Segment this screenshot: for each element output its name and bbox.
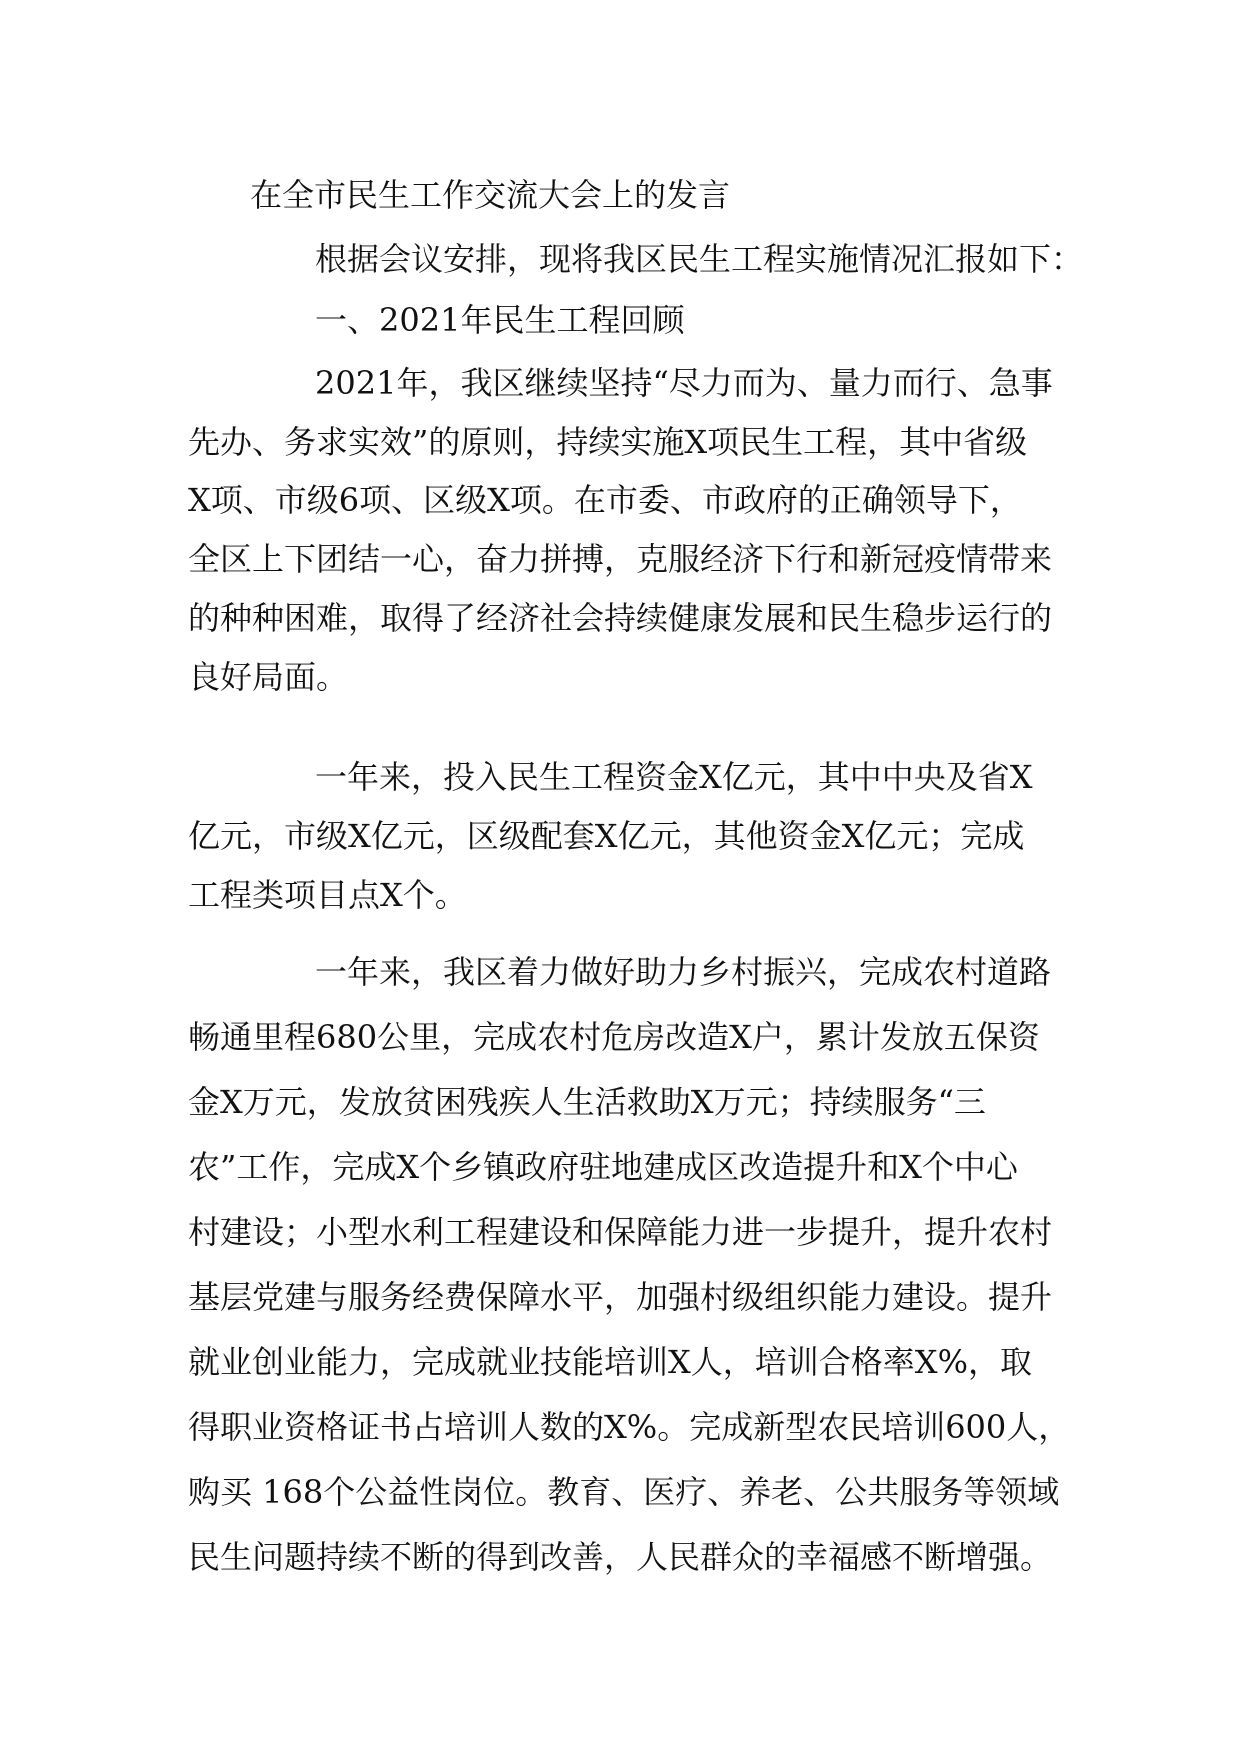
section-heading: 一、2021年民生工程回顾 [315,301,685,339]
paragraph-1-line-5: 的种种困难，取得了经济社会持续健康发展和民生稳步运行的 [188,599,1053,637]
paragraph-3-line-3: 金X万元，发放贫困残疾人生活救助X万元；持续服务“三 [188,1083,986,1121]
paragraph-1-line-6: 良好局面。 [188,658,349,696]
paragraph-1-line-3: X项、市级6项、区级X项。在市委、市政府的正确领导下， [188,481,1022,519]
paragraph-2-line-1: 一年来，投入民生工程资金X亿元，其中中央及省X [315,758,1033,796]
paragraph-3-line-7: 就业创业能力，完成就业技能培训X人，培训合格率X%，取 [188,1343,1032,1381]
paragraph-3-line-2: 畅通里程680公里，完成农村危房改造X户，累计发放五保资 [188,1018,1040,1056]
paragraph-3-line-6: 基层党建与服务经费保障水平，加强村级组织能力建设。提升 [188,1278,1053,1316]
intro-line: 根据会议安排，现将我区民生工程实施情况汇报如下： [315,240,1084,278]
paragraph-2-line-3: 工程类项目点X个。 [188,876,467,914]
paragraph-1-line-4: 全区上下团结一心，奋力拼搏，克服经济下行和新冠疫情带来 [188,540,1053,578]
paragraph-3-line-8: 得职业资格证书占培训人数的X%。完成新型农民培训600人， [188,1408,1071,1446]
document-title: 在全市民生工作交流大会上的发言 [250,176,731,214]
paragraph-3-line-10: 民生问题持续不断的得到改善，人民群众的幸福感不断增强。 [188,1538,1053,1576]
paragraph-3-line-1: 一年来，我区着力做好助力乡村振兴，完成农村道路 [315,953,1052,991]
paragraph-1-line-2: 先办、务求实效”的原则，持续实施X项民生工程，其中省级 [188,423,1028,461]
paragraph-1-line-1: 2021年，我区继续坚持“尽力而为、量力而行、急事 [315,364,1053,402]
paragraph-2-line-2: 亿元，市级X亿元，区级配套X亿元，其他资金X亿元；完成 [188,817,1025,855]
paragraph-3-line-4: 农”工作，完成X个乡镇政府驻地建成区改造提升和X个中心 [188,1148,1018,1186]
paragraph-3-line-9: 购买 168个公益性岗位。教育、医疗、养老、公共服务等领域 [188,1473,1060,1511]
paragraph-3-line-5: 村建设；小型水利工程建设和保障能力进一步提升，提升农村 [188,1213,1053,1251]
